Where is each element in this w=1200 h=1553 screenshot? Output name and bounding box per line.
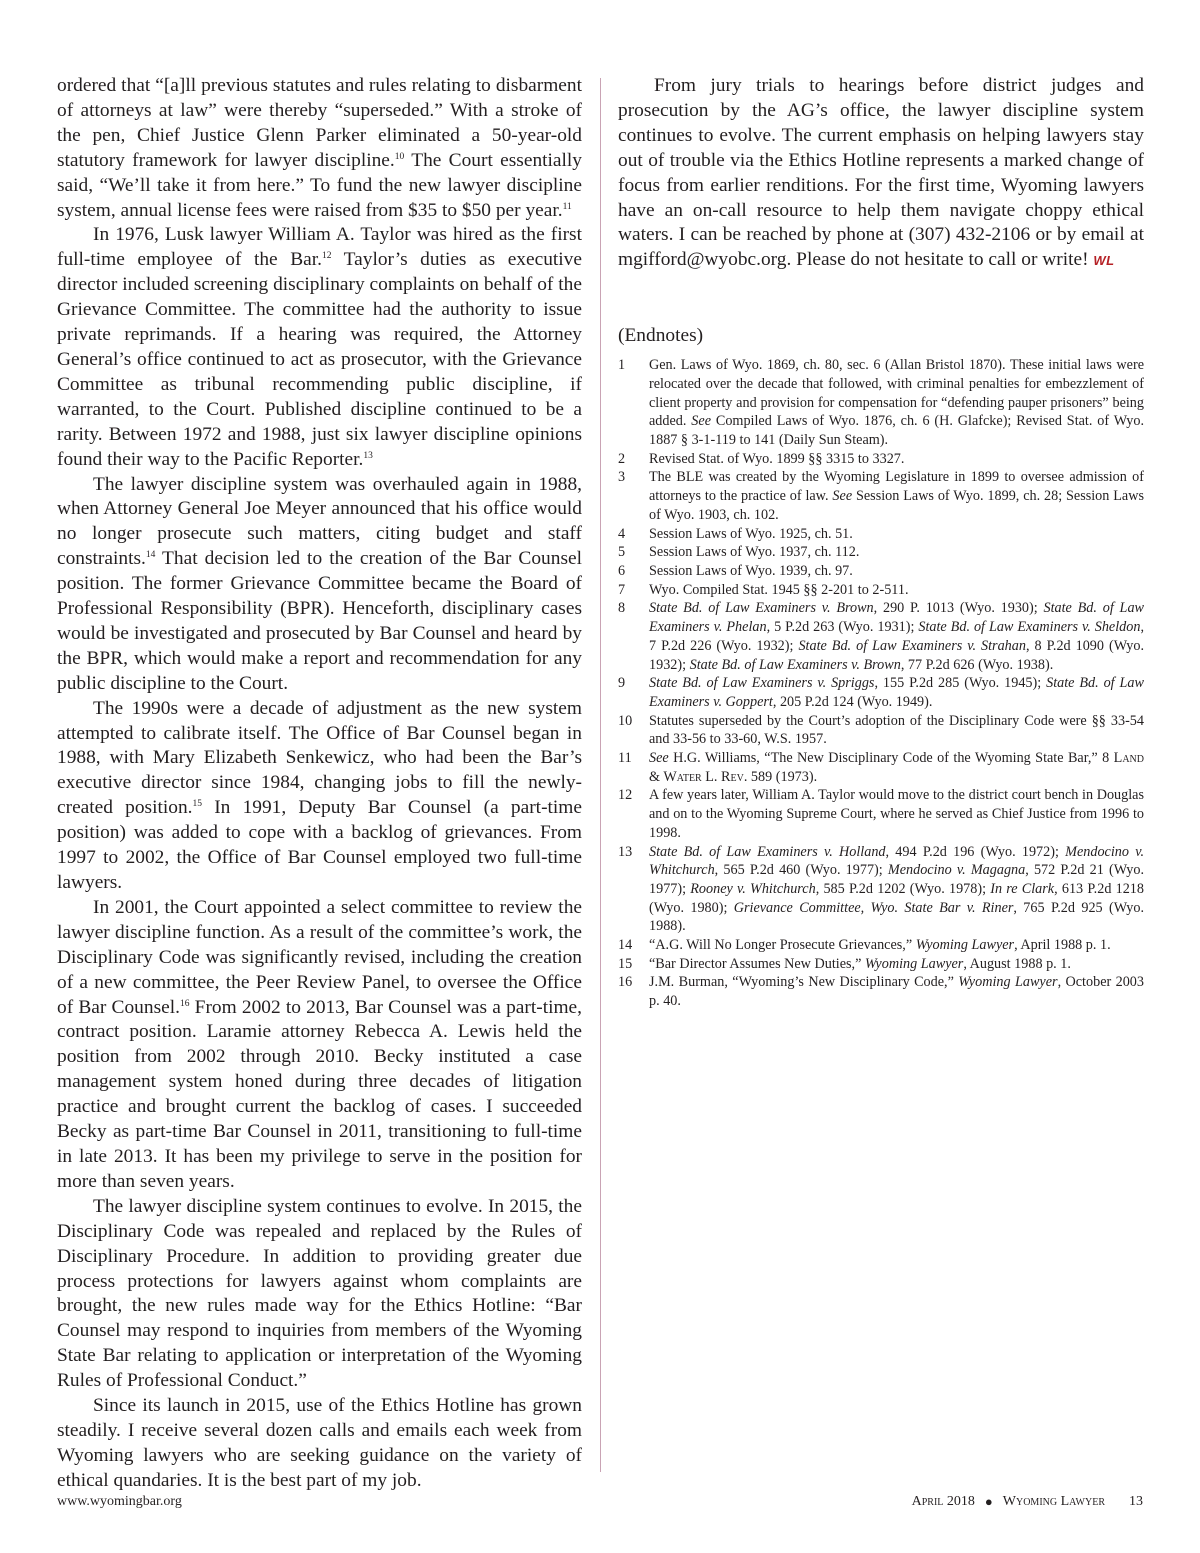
page-number: 13 — [1129, 1494, 1143, 1509]
endnote-text — [649, 749, 1144, 786]
endnote-number: 3 — [618, 469, 626, 486]
endnote-text: Session Laws of Wyo. 1937, ch. 112. — [649, 544, 860, 561]
endnote-text — [649, 599, 1144, 674]
endnote-item — [618, 562, 1144, 581]
endnote-italic: In re Clark — [990, 880, 1055, 897]
article-right-column — [618, 74, 1144, 1011]
endnote-text-part: , October 2003 p. 40. — [649, 974, 1144, 1010]
endnote-text-part: H.G. Williams, “The New Disciplinary Code of the Wyoming State Bar,” 8 — [668, 750, 1114, 767]
endnote-italic: See — [691, 413, 711, 430]
endnote-ref[interactable]: 13 — [363, 450, 373, 461]
endnote-number: 7 — [618, 581, 626, 598]
endnote-text — [649, 356, 1144, 450]
endnote-text-part: The BLE was created by the Wyoming Legislature in 1899 to oversee admission of attorneys to the practice of law. — [649, 469, 1144, 505]
endnote-item — [618, 356, 1144, 450]
endnote-number: 6 — [618, 562, 626, 579]
endnote-italic: State Bd. of Law Examiners v. Brown — [649, 600, 874, 617]
endnote-number: 13 — [618, 843, 633, 860]
endnote-text-part: , 205 P.2d 124 (Wyo. 1949). — [772, 693, 933, 710]
endnote-text-part: Gen. Laws of Wyo. 1869, ch. 80, sec. 6 (Allan Bristol 1870). These initial laws were relocated over the decade that followed, with criminal penalties for embezzlement of client property and provision for compensation for “defending pauper prisoners” being added. — [649, 357, 1144, 430]
endnote-item — [618, 843, 1144, 937]
article-left-column — [57, 74, 582, 1494]
endnote-number: 12 — [618, 787, 633, 804]
endnote-text: Revised Stat. of Wyo. 1899 §§ 3315 to 3327. — [649, 450, 905, 467]
endnote-text-part: Compiled Laws of Wyo. 1876, ch. 6 (H. Glafcke); Revised Stat. of Wyo. 1887 § 3-1-119 to 141 (Daily Sun Steam). — [649, 413, 1144, 449]
paragraph-text: The Court essentially said, “We’ll take it from here.” To fund the new lawyer discipline system, annual license fees were raised from $35 to $50 per year. — [57, 149, 583, 221]
endnote-italic: Wyoming Lawyer — [915, 937, 1015, 954]
endnote-item — [618, 599, 1144, 674]
endnote-item — [618, 712, 1144, 749]
endnote-italic: State Bd. of Law Examiners v. Goppert — [649, 675, 1144, 710]
endnote-ref[interactable]: 16 — [179, 998, 190, 1009]
endnote-item — [618, 468, 1144, 524]
paragraph-3 — [57, 473, 582, 697]
endnote-number: 14 — [618, 937, 633, 954]
endnote-italic: Rooney v. Whitchurch — [690, 880, 816, 897]
endnote-text-part: Session Laws of Wyo. 1899, ch. 28; Session Laws of Wyo. 1903, ch. 102. — [649, 488, 1144, 523]
endnote-smallcaps: Land & Water L. Rev. — [649, 750, 1144, 785]
endnote-text-part: “Bar Director Assumes New Duties,” — [649, 955, 865, 972]
endnote-italic: State Bd. of Law Examiners v. Spriggs — [649, 675, 875, 692]
endnote-text — [649, 955, 1144, 974]
paragraph-text: In 1991, Deputy Bar Counsel (a part-time position) was added to cope with a backlog of grievances. From 1997 to 2002, the Office of Bar Counsel employed two full-time lawyers. — [57, 797, 582, 893]
endnote-item — [618, 936, 1144, 955]
paragraph-text: ordered that “[a]ll previous statutes and rules relating to disbarment of attorneys at law” were thereby “superseded.” With a stroke of the pen, Chief Justice Glenn Parker eliminated a 50-year-old statutory framework for lawyer discipline. — [57, 75, 582, 171]
endnote-italic: Mendocino v. Whitchurch — [649, 843, 1144, 879]
endnote-text — [649, 973, 1144, 1010]
footer-issue-date: April 2018 — [911, 1494, 975, 1509]
endnote-italic: Mendocino v. Magagna — [887, 862, 1026, 879]
endnote-item — [618, 450, 1144, 469]
endnote-text — [649, 674, 1144, 711]
endnote-italic: Wyoming Lawyer — [864, 955, 964, 972]
endnote-item — [618, 973, 1144, 1010]
endnote-text-part: , 765 P.2d 925 (Wyo. 1988). — [649, 899, 1144, 935]
paragraph-text: That decision led to the creation of the Bar Counsel position. The former Grievance Committee became the Board of Professional Responsibility (BPR). Henceforth, disciplinary cases would be investigated and prosecuted by Bar Counsel and heard by the BPR, which would make a report and recommendation for any public discipline to the Court. — [57, 548, 582, 694]
endnote-number: 10 — [618, 712, 633, 729]
endnote-italic: See — [649, 750, 669, 767]
endnote-number: 8 — [618, 600, 626, 617]
endnote-item — [618, 749, 1144, 786]
endnote-text: Session Laws of Wyo. 1939, ch. 97. — [649, 562, 853, 579]
endnote-number: 9 — [618, 675, 626, 692]
endnote-italic: Wyoming Lawyer — [958, 974, 1058, 991]
paragraph-4 — [57, 697, 582, 896]
paragraph-2 — [57, 223, 582, 472]
endnote-text-part: , 565 P.2d 460 (Wyo. 1977); — [714, 862, 888, 879]
column-divider — [600, 78, 601, 1472]
endnote-text: Statutes superseded by the Court’s adoption of the Disciplinary Code were §§ 33-54 and 33-56 to 33-60, W.S. 1957. — [649, 712, 1144, 748]
paragraph-text: Taylor’s duties as executive director included screening disciplinary complaints on behalf of the Grievance Committee. The committee had the authority to issue private reprimands. If a hearing was required, the Attorney General’s office continued to act as prosecutor, with the Grievance Committee as tribunal recommending public discipline, if warranted, to the Court. Published discipline continued to be a rarity. Between 1972 and 1988, just six lawyer discipline opinions found their way to the Pacific Reporter. — [57, 249, 582, 470]
endnote-item — [618, 674, 1144, 711]
endnote-ref[interactable]: 10 — [394, 151, 405, 162]
paragraph-6: The lawyer discipline system continues to evolve. In 2015, the Disciplinary Code was repealed and replaced by the Rules of Disciplinary Procedure. In addition to providing greater due process protections for lawyers against whom complaints are brought, the new rules made way for the Ethics Hotline: “Bar Counsel may respond to inquiries from members of the Wyoming State Bar relating to application or interpretation of the Wyoming Rules of Professional Conduct.” — [57, 1195, 582, 1392]
endnote-text-part: , 572 P.2d 21 (Wyo. 1977); — [649, 862, 1144, 897]
endnote-text-part: , 494 P.2d 196 (Wyo. 1972); — [885, 843, 1066, 860]
endnote-italic: State Bd. of Law Examiners v. Phelan — [649, 600, 1144, 636]
endnote-text-part: , 77 P.2d 626 (Wyo. 1938). — [900, 656, 1054, 673]
endnote-number: 4 — [618, 525, 626, 542]
footer-website[interactable]: www.wyomingbar.org — [57, 1494, 182, 1509]
endnote-number: 2 — [618, 450, 626, 467]
endnote-number: 11 — [618, 750, 632, 767]
endnote-text-part: , 613 P.2d 1218 (Wyo. 1980); — [649, 880, 1144, 916]
footer-issue-info — [912, 1494, 1143, 1510]
endnote-ref[interactable]: 11 — [562, 201, 572, 212]
endnote-item — [618, 525, 1144, 544]
endnote-item — [618, 786, 1144, 842]
paragraph-text: In 1976, Lusk lawyer William A. Taylor was hired as the first full-time employee of the Bar. — [57, 224, 582, 271]
paragraph-text: In 2001, the Court appointed a select committee to review the lawyer discipline function. As a result of the committee’s work, the Disciplinary Code was significantly revised, including the creation of a new committee, the Peer Review Panel, to oversee the Office of Bar Counsel. — [57, 896, 582, 1018]
endnote-ref[interactable]: 15 — [192, 799, 203, 810]
paragraph-7: Since its launch in 2015, use of the Ethics Hotline has grown steadily. I receive several dozen calls and emails each week from Wyoming lawyers who are seeking guidance on the variety of ethical quandaries. It is the best part of my job. — [57, 1395, 582, 1491]
endnote-italic: State Bd. of Law Examiners v. Sheldon — [918, 619, 1141, 636]
endnote-text: Session Laws of Wyo. 1925, ch. 51. — [649, 525, 853, 542]
endnote-ref[interactable]: 14 — [145, 550, 156, 561]
paragraph-text: The lawyer discipline system was overhauled again in 1988, when Attorney General Joe Meyer announced that his office would no longer prosecute such matters, citing budget and staff constraints. — [57, 473, 582, 570]
endnote-italic: Grievance Committee, Wyo. State Bar v. Riner — [733, 899, 1014, 916]
endnote-text-part: , 290 P. 1013 (Wyo. 1930); — [873, 600, 1044, 617]
endnote-text — [649, 936, 1144, 955]
endnote-item — [618, 955, 1144, 974]
endnote-number: 1 — [618, 357, 626, 374]
endnotes-list — [618, 356, 1144, 1011]
endnote-number: 5 — [618, 544, 626, 561]
endnote-text-part: , 585 P.2d 1202 (Wyo. 1978); — [815, 880, 991, 897]
end-mark-logo: WL — [1093, 253, 1115, 269]
endnote-text: Wyo. Compiled Stat. 1945 §§ 2-201 to 2-511. — [649, 581, 909, 598]
closing-paragraph — [618, 74, 1144, 274]
paragraph-5 — [57, 896, 582, 1195]
endnote-item — [618, 543, 1144, 562]
paragraph-1 — [57, 74, 582, 223]
paragraph-text: The 1990s were a decade of adjustment as the new system attempted to calibrate itself. The Office of Bar Counsel began in 1988, with Mary Elizabeth Senkewicz, who had been the Bar’s executive director since 1984, changing jobs to fill the newly-created position. — [57, 697, 582, 819]
endnote-italic: State Bd. of Law Examiners v. Strahan — [798, 637, 1026, 654]
endnote-text-part: , 5 P.2d 263 (Wyo. 1931); — [766, 619, 919, 636]
paragraph-text: From 2002 to 2013, Bar Counsel was a part-time, contract position. Laramie attorney Rebecca A. Lewis held the position from 2002 through 2010. Becky instituted a case management system honed during three decades of litigation practice and brought current the backlog of cases. I succeeded Becky as part-time Bar Counsel in 2011, transitioning to full-time in late 2013. It has been my privilege to serve in the position for more than seven years. — [57, 996, 583, 1192]
endnote-text — [649, 843, 1144, 937]
endnote-text — [649, 468, 1144, 524]
endnote-italic: State Bd. of Law Examiners v. Brown — [689, 656, 901, 673]
endnote-text-part: , 155 P.2d 285 (Wyo. 1945); — [874, 675, 1047, 692]
endnote-text-part: 589 (1973). — [747, 768, 818, 785]
endnote-text-part: , August 1988 p. 1. — [963, 955, 1071, 972]
endnote-item — [618, 581, 1144, 600]
endnote-number: 15 — [618, 955, 633, 972]
endnote-italic: See — [832, 488, 853, 505]
endnote-text-part: , 8 P.2d 1090 (Wyo. 1932); — [649, 637, 1144, 673]
endnote-text-part: , 7 P.2d 226 (Wyo. 1932); — [649, 619, 1144, 654]
endnotes-heading: (Endnotes) — [618, 325, 704, 347]
bullet-icon: ● — [984, 1494, 993, 1509]
endnote-text: A few years later, William A. Taylor would move to the district court bench in Douglas and on to the Wyoming Supreme Court, where he served as Chief Justice from 1996 to 1998. — [649, 787, 1144, 841]
endnote-ref[interactable]: 12 — [321, 251, 332, 262]
endnote-number: 16 — [618, 974, 633, 991]
endnote-text-part: “A.G. Will No Longer Prosecute Grievances,” — [649, 937, 916, 954]
endnote-italic: State Bd. of Law Examiners v. Holland — [649, 843, 886, 860]
endnote-text-part: J.M. Burman, “Wyoming’s New Disciplinary Code,” — [649, 974, 959, 991]
footer-publication: Wyoming Lawyer — [1002, 1494, 1105, 1509]
endnote-text-part: , April 1988 p. 1. — [1014, 937, 1111, 954]
paragraph-text: From jury trials to hearings before district judges and prosecution by the AG’s office, the lawyer discipline system continues to evolve. The current emphasis on helping lawyers stay out of trouble via the Ethics Hotline represents a marked change of focus from earlier renditions. For the first time, Wyoming lawyers have an on-call resource to help them navigate choppy ethical waters. I can be reached by phone at (307) 432-2106 or by email at mgifford@wyobc.org. Please do not hesitate to call or write! — [618, 75, 1144, 271]
